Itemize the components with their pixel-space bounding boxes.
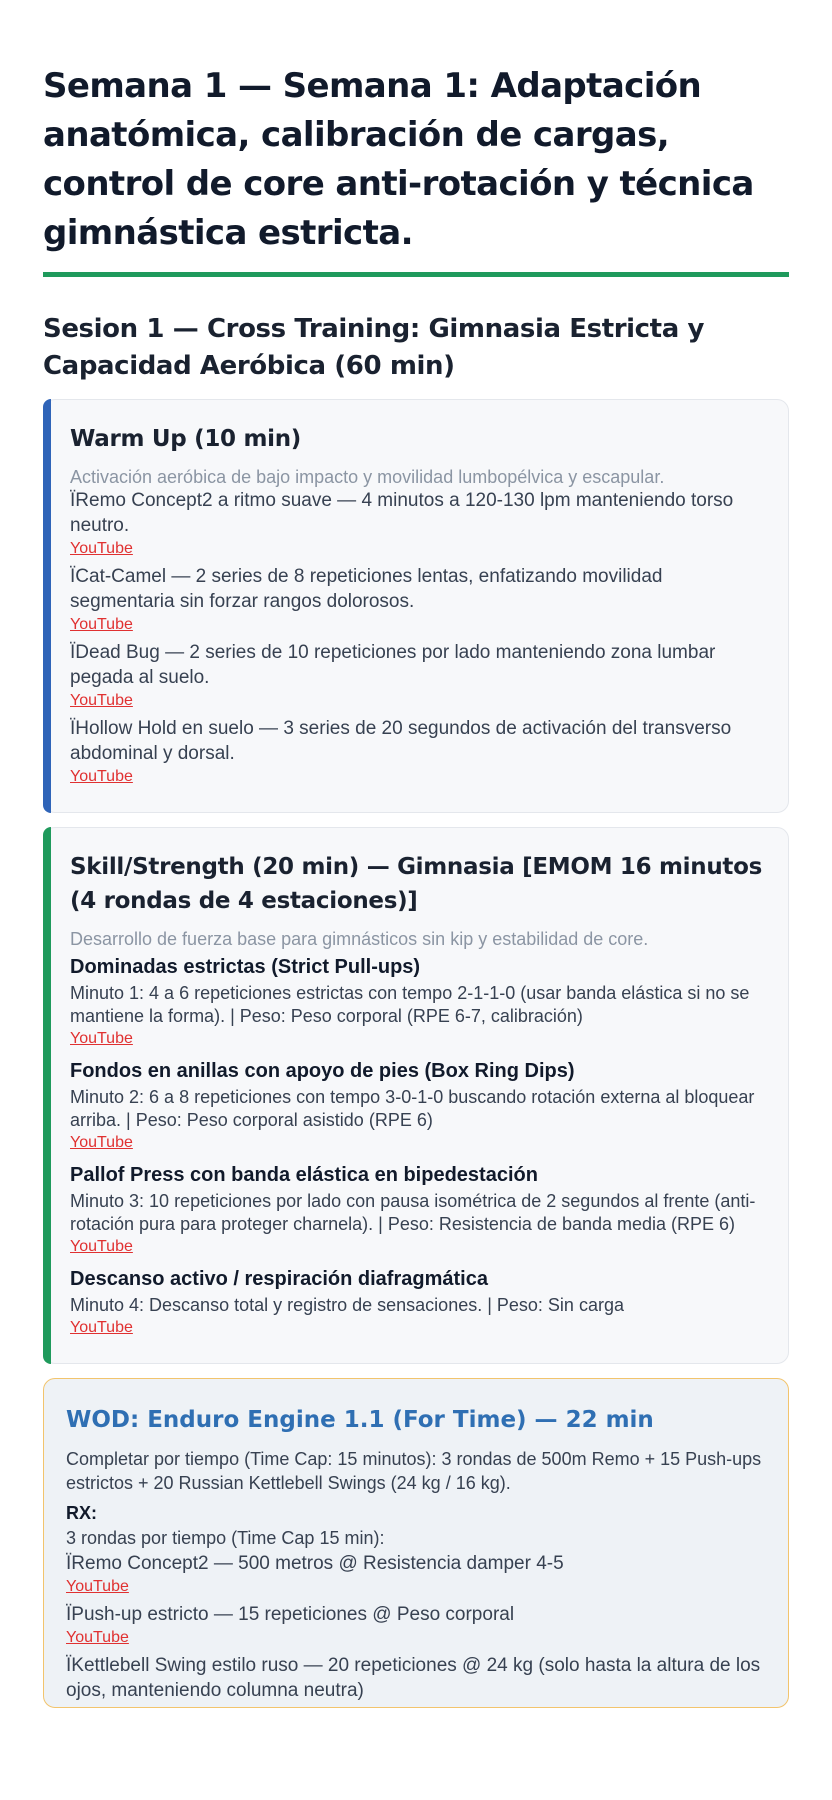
warmup-item: [70, 716, 772, 792]
youtube-link[interactable]: YouTube: [70, 540, 133, 557]
exercise-text: Minuto 2: 6 a 8 repeticiones con tempo 3-0-1-0 buscando rotación externa al bloquear arriba. | Peso: Peso corporal asistido (RPE 6): [70, 1087, 755, 1130]
youtube-link[interactable]: YouTube: [70, 1030, 133, 1047]
warmup-card: [43, 399, 789, 813]
wod-title: WOD: Enduro Engine 1.1 (For Time) — 22 min: [66, 1407, 654, 1433]
wod-item-text: ÏKettlebell Swing estilo ruso — 20 repeticiones @ 24 kg (solo hasta la altura de los ojos, manteniendo columna neutra): [66, 1655, 761, 1701]
warmup-item-text: ÏRemo Concept2 a ritmo suave — 4 minutos a 120-130 lpm manteniendo torso neutro.: [70, 490, 734, 536]
youtube-link[interactable]: YouTube: [70, 1319, 133, 1336]
youtube-link[interactable]: YouTube: [70, 692, 133, 709]
wod-card: [43, 1378, 789, 1708]
strength-description: Desarrollo de fuerza base para gimnásticos sin kip y estabilidad de core.: [70, 929, 649, 949]
youtube-link[interactable]: YouTube: [66, 1578, 129, 1595]
wod-item-text: ÏPush-up estricto — 15 repeticiones @ Peso corporal: [66, 1604, 515, 1625]
exercise-name: Fondos en anillas con apoyo de pies (Box Ring Dips): [70, 1060, 575, 1082]
wod-item: [66, 1551, 768, 1602]
rx-label: RX:: [66, 1503, 97, 1523]
exercise-item: [70, 1162, 772, 1262]
strength-title: Skill/Strength (20 min) — Gimnasia [EMOM 16 minutos (4 rondas de 4 estaciones)]: [70, 854, 762, 914]
wod-description: Completar por tiempo (Time Cap: 15 minutos): 3 rondas de 500m Remo + 15 Push-ups estrictos + 20 Russian Kettlebell Swings (24 kg / 16 kg).: [66, 1449, 762, 1493]
exercise-name: Descanso activo / respiración diafragmática: [70, 1268, 488, 1290]
wod-item-text: ÏRemo Concept2 — 500 metros @ Resistencia damper 4-5: [66, 1553, 564, 1574]
youtube-link[interactable]: YouTube: [70, 1238, 133, 1255]
exercise-text: Minuto 3: 10 repeticiones por lado con pausa isométrica de 2 segundos al frente (anti-rotación pura para proteger charnela). | Peso: Resistencia de banda media (RPE 6): [70, 1191, 756, 1234]
exercise-item: [70, 1266, 772, 1343]
exercise-name: Dominadas estrictas (Strict Pull-ups): [70, 956, 421, 978]
wod-item: [66, 1653, 768, 1703]
warmup-item-text: ÏDead Bug — 2 series de 10 repeticiones por lado manteniendo zona lumbar pegada al suelo.: [70, 642, 716, 688]
strength-card: [43, 827, 789, 1364]
session-title: Sesion 1 — Cross Training: Gimnasia Estricta y Capacidad Aeróbica (60 min): [43, 314, 705, 381]
warmup-item-text: ÏCat-Camel — 2 series de 8 repeticiones lentas, enfatizando movilidad segmentaria sin forzar rangos dolorosos.: [70, 566, 663, 612]
warmup-title: Warm Up (10 min): [70, 426, 301, 452]
week-title: Semana 1 — Semana 1: Adaptación anatómica, calibración de cargas, control de core anti-rotación y técnica gimnástica estricta.: [43, 66, 754, 253]
rx-intro: 3 rondas por tiempo (Time Cap 15 min):: [66, 1528, 385, 1548]
exercise-text: Minuto 1: 4 a 6 repeticiones estrictas con tempo 2-1-1-0 (usar banda elástica si no se mantiene la forma). | Peso: Peso corporal (RPE 6-7, calibración): [70, 983, 750, 1026]
week-title-divider: [43, 272, 789, 277]
youtube-link[interactable]: YouTube: [70, 616, 133, 633]
exercise-name: Pallof Press con banda elástica en bipedestación: [70, 1164, 538, 1186]
warmup-item: [70, 488, 772, 564]
youtube-link[interactable]: YouTube: [66, 1629, 129, 1646]
wod-item: [66, 1602, 768, 1653]
warmup-item: [70, 640, 772, 716]
exercise-item: [70, 1058, 772, 1158]
youtube-link[interactable]: YouTube: [70, 1134, 133, 1151]
youtube-link[interactable]: YouTube: [70, 768, 133, 785]
warmup-item-text: ÏHollow Hold en suelo — 3 series de 20 segundos de activación del transverso abdominal y dorsal.: [70, 718, 732, 764]
warmup-description: Activación aeróbica de bajo impacto y movilidad lumbopélvica y escapular.: [70, 467, 665, 487]
exercise-item: [70, 954, 772, 1054]
warmup-item: [70, 564, 772, 640]
exercise-text: Minuto 4: Descanso total y registro de sensaciones. | Peso: Sin carga: [70, 1295, 624, 1315]
